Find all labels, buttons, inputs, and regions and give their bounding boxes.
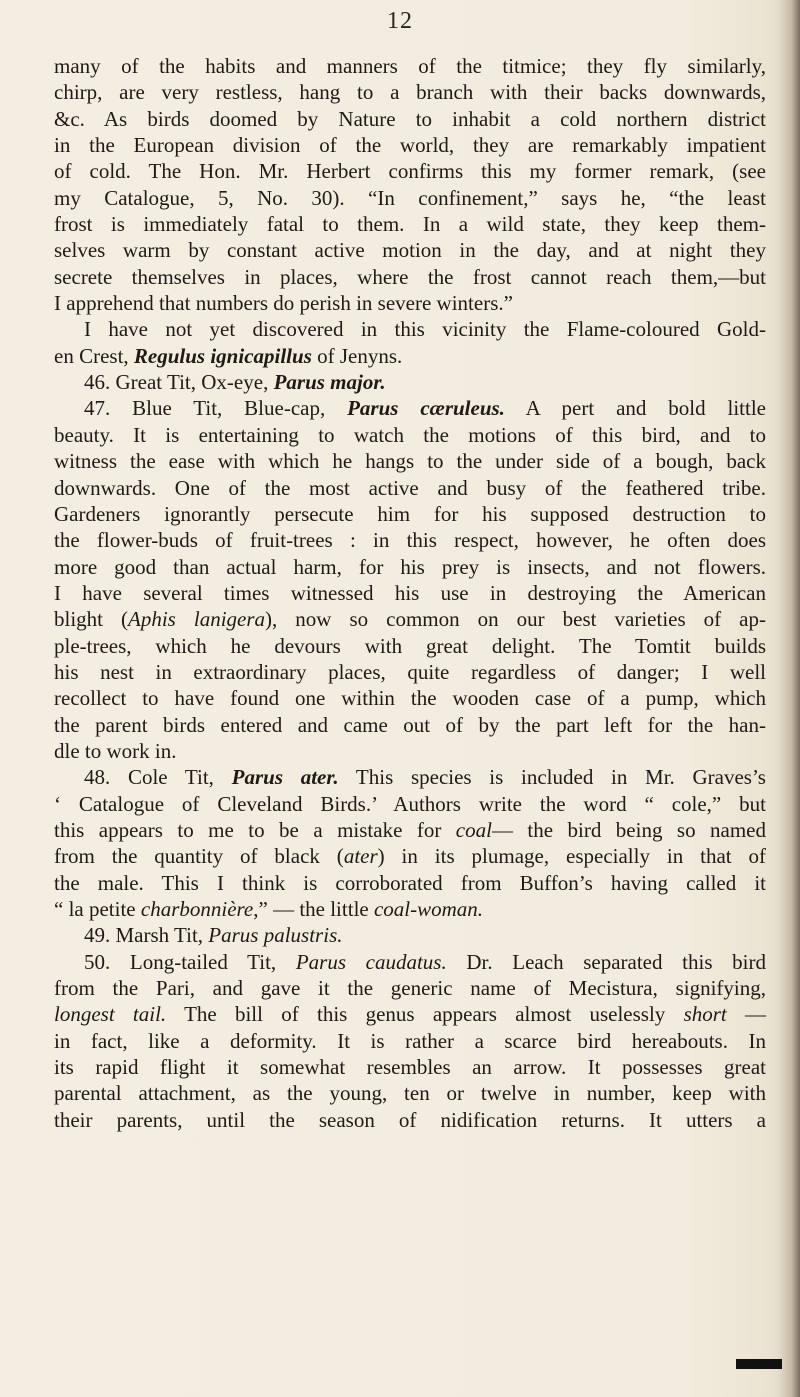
- text-segment: of cold. The Hon. Mr. Herbert confirms this my former remark, (see: [54, 159, 766, 184]
- text-line: [54, 1080, 766, 1106]
- body-text: [54, 53, 766, 1133]
- text-line: [54, 922, 766, 948]
- text-segment: more good than actual harm, for his prey is insects, and not flowers.: [54, 554, 766, 579]
- text-line: [54, 422, 766, 448]
- species-name-text: Parus cæruleus.: [347, 396, 505, 421]
- species-name-text: ater: [343, 844, 378, 869]
- text-line: [54, 685, 766, 711]
- text-line: [54, 1001, 766, 1027]
- text-segment: secrete themselves in places, where the frost cannot reach them,—but: [54, 264, 766, 289]
- text-segment: many of the habits and manners of the titmice; they fly similarly,: [54, 54, 766, 78]
- text-segment: “ la petite: [54, 897, 141, 921]
- text-line: [54, 448, 766, 474]
- text-line: [54, 53, 766, 79]
- text-line: [54, 185, 766, 211]
- species-name-text: Aphis lanigera: [128, 607, 266, 632]
- text-line: [54, 1107, 766, 1133]
- text-segment: dle to work in.: [54, 738, 177, 763]
- text-segment: beauty. It is entertaining to watch the motions of this bird, and to: [54, 422, 766, 447]
- text-segment: ), now so common on our best varieties of ap-: [265, 607, 766, 632]
- text-segment: recollect to have found one within the wooden case of a pump, which: [54, 686, 766, 711]
- text-segment: from the quantity of black (: [54, 844, 344, 869]
- text-segment: frost is immediately fatal to them. In a wild state, they keep them-: [54, 212, 766, 237]
- species-name-text: charbonnière: [140, 897, 254, 921]
- text-segment: this appears to me to be a mistake for: [54, 817, 456, 842]
- text-line: [54, 79, 766, 105]
- text-segment: I apprehend that numbers do perish in severe winters.”: [54, 291, 513, 316]
- text-segment: from the Pari, and gave it the generic name of Mecistura, signifying,: [54, 976, 766, 1001]
- text-line: [54, 158, 766, 184]
- text-line: [54, 975, 766, 1001]
- text-line: [54, 843, 766, 869]
- text-segment: the flower-buds of fruit-trees : in this respect, however, he often does: [54, 528, 766, 553]
- species-name-text: Parus major.: [273, 370, 386, 395]
- species-name-text: short: [683, 1002, 727, 1027]
- species-name-text: coal-woman.: [373, 897, 484, 921]
- text-segment: 48. Cole Tit,: [84, 765, 232, 790]
- text-segment: 47. Blue Tit, Blue-cap,: [84, 396, 348, 421]
- text-segment: A pert and bold little: [504, 396, 766, 421]
- species-name-text: coal: [455, 817, 492, 842]
- text-segment: in the European division of the world, they are remarkably impatient: [54, 133, 766, 158]
- text-line: [54, 764, 766, 790]
- text-line: [54, 870, 766, 896]
- text-segment: The bill of this genus appears almost uselessly: [166, 1002, 684, 1027]
- text-line: [54, 343, 766, 369]
- text-segment: its rapid flight it somewhat resembles an arrow. It possesses great: [54, 1055, 766, 1080]
- text-line: [54, 475, 766, 501]
- text-line: [54, 527, 766, 553]
- page-edge-shadow: [778, 0, 800, 1397]
- text-line: [54, 606, 766, 632]
- text-segment: chirp, are very restless, hang to a branch with their backs downwards,: [54, 80, 766, 105]
- text-segment: This species is included in Mr. Graves’s: [338, 765, 766, 790]
- text-segment: Dr. Leach separated this bird: [446, 949, 766, 974]
- text-segment: Gardeners ignorantly persecute him for his supposed destruction to: [54, 501, 766, 526]
- text-line: [54, 369, 766, 395]
- text-segment: the parent birds entered and came out of by the part left for the han-: [54, 712, 766, 737]
- text-segment: blight (: [54, 607, 129, 632]
- text-line: [54, 501, 766, 527]
- text-segment: 50. Long-tailed Tit,: [84, 949, 296, 974]
- text-segment: — the bird being so named: [491, 817, 766, 842]
- text-segment: ‘ Catalogue of Cleveland Birds.’ Authors write the word “ cole,” but: [54, 791, 766, 816]
- text-line: [54, 264, 766, 290]
- text-line: [54, 659, 766, 685]
- text-line: [54, 132, 766, 158]
- text-line: [54, 1054, 766, 1080]
- text-line: [54, 738, 766, 764]
- text-line: [54, 554, 766, 580]
- text-segment: selves warm by constant active motion in the day, and at night they: [54, 238, 766, 263]
- text-line: [54, 1028, 766, 1054]
- text-line: [54, 896, 766, 922]
- text-segment: 49. Marsh Tit,: [84, 923, 209, 948]
- text-line: [54, 237, 766, 263]
- text-line: [54, 290, 766, 316]
- text-segment: downwards. One of the most active and busy of the feathered tribe.: [54, 475, 766, 500]
- text-line: [54, 817, 766, 843]
- text-line: [54, 211, 766, 237]
- text-line: [54, 633, 766, 659]
- text-line: [54, 712, 766, 738]
- text-segment: 46. Great Tit, Ox-eye,: [84, 370, 274, 395]
- text-segment: witness the ease with which he hangs to the under side of a bough, back: [54, 449, 766, 474]
- text-segment: my Catalogue, 5, No. 30). “In confinement,” says he, “the least: [54, 185, 766, 210]
- printer-mark: [736, 1359, 782, 1369]
- page-number: 12: [387, 8, 413, 34]
- text-segment: I have several times witnessed his use in destroying the American: [54, 580, 766, 605]
- text-segment: parental attachment, as the young, ten or twelve in number, keep with: [54, 1081, 766, 1106]
- text-segment: ple-trees, which he devours with great delight. The Tomtit builds: [54, 633, 766, 658]
- text-segment: of Jenyns.: [311, 343, 403, 368]
- text-segment: in fact, like a deformity. It is rather a scarce bird hereabouts. In: [54, 1028, 766, 1053]
- text-line: [54, 316, 766, 342]
- text-line: [54, 580, 766, 606]
- text-segment: —: [726, 1002, 767, 1027]
- text-line: [54, 791, 766, 817]
- species-name-text: Parus ater.: [231, 765, 339, 790]
- text-line: [54, 395, 766, 421]
- species-name-text: Parus palustris.: [208, 923, 343, 948]
- text-segment: &c. As birds doomed by Nature to inhabit a cold northern district: [54, 106, 766, 131]
- text-segment: ) in its plumage, especially in that of: [377, 844, 766, 869]
- text-segment: ,” — the little: [253, 897, 374, 921]
- text-line: [54, 949, 766, 975]
- text-line: [54, 106, 766, 132]
- text-segment: his nest in extraordinary places, quite regardless of danger; I well: [54, 659, 766, 684]
- species-name-text: Regulus ignicapillus: [133, 343, 312, 368]
- species-name-text: longest tail.: [54, 1002, 167, 1027]
- text-segment: I have not yet discovered in this vicinity the Flame-coloured Gold-: [84, 317, 766, 342]
- text-segment: their parents, until the season of nidification returns. It utters a: [54, 1107, 766, 1132]
- text-segment: en Crest,: [54, 343, 134, 368]
- species-name-text: Parus caudatus.: [295, 949, 447, 974]
- text-segment: the male. This I think is corroborated from Buffon’s having called it: [54, 870, 766, 895]
